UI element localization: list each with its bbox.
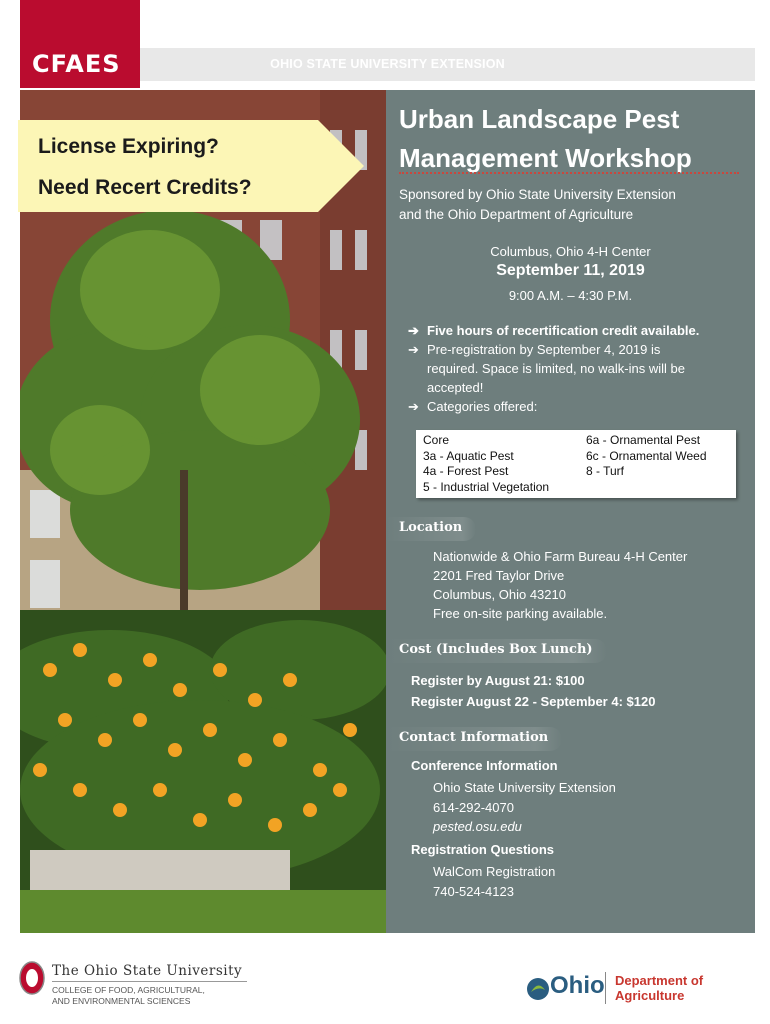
osu-divider <box>52 981 247 982</box>
cfaes-logo <box>20 0 140 88</box>
conference-org: Ohio State University Extension <box>433 780 616 795</box>
arrow-icon: ➔ <box>408 323 419 338</box>
event-venue: Columbus, Ohio 4-H Center <box>490 244 651 259</box>
categories-box <box>416 430 736 498</box>
title-divider <box>399 172 739 174</box>
categories-right-column <box>586 433 707 480</box>
sponsor-line2: and the Ohio Department of Agriculture <box>399 207 634 222</box>
registration-org: WalCom Registration <box>433 864 556 879</box>
extension-header-text: OHIO STATE UNIVERSITY EXTENSION <box>270 57 505 71</box>
registration-questions-heading: Registration Questions <box>411 842 555 857</box>
ohio-wordmark: Ohio <box>550 972 605 999</box>
category-item: Core <box>423 433 450 447</box>
arrow-icon: ➔ <box>408 399 419 414</box>
event-title-line2: Management Workshop <box>399 143 692 173</box>
event-title <box>399 100 692 178</box>
location-line: Columbus, Ohio 43210 <box>433 587 566 602</box>
category-item: 4a - Forest Pest <box>423 464 509 478</box>
conference-info-heading: Conference Information <box>411 758 558 773</box>
categories-left-column <box>423 433 549 495</box>
ohio-o-icon <box>525 976 551 1002</box>
event-time: 9:00 A.M. – 4:30 P.M. <box>508 288 633 303</box>
location-details <box>433 547 687 623</box>
arrow-icon: ➔ <box>408 342 419 357</box>
bullet-credits-text: Five hours of recertification credit available. <box>427 323 700 338</box>
conference-website-link[interactable]: pested.osu.edu <box>433 819 522 834</box>
conference-phone: 614-292-4070 <box>433 799 514 815</box>
block-o-icon <box>18 960 46 996</box>
cost-heading: Cost (Includes Box Lunch) <box>386 639 607 663</box>
location-heading: Location <box>386 517 476 541</box>
category-item: 8 - Turf <box>586 464 625 478</box>
registration-questions-details <box>433 862 555 901</box>
osu-college-line1: COLLEGE OF FOOD, AGRICULTURAL, <box>52 985 205 995</box>
category-item: 6a - Ornamental Pest <box>586 433 701 447</box>
category-item: 6c - Ornamental Weed <box>586 448 707 463</box>
department-line2: Agriculture <box>615 988 685 1003</box>
cost-early-registration: Register by August 21: $100 <box>411 673 585 688</box>
bullet-prereg-line3: accepted! <box>427 380 484 395</box>
cost-details <box>411 670 655 712</box>
location-line: 2201 Fred Taylor Drive <box>433 568 565 583</box>
bullet-credits <box>408 321 748 340</box>
building-garden-photo <box>20 90 386 933</box>
bullet-prereg-line1: Pre-registration by September 4, 2019 is <box>427 342 661 357</box>
event-date: September 11, 2019 <box>496 262 645 279</box>
osu-cfaes-logo <box>18 960 258 1010</box>
location-line: Nationwide & Ohio Farm Bureau 4-H Center <box>433 549 688 564</box>
bullet-preregistration <box>408 340 748 397</box>
details-bullets <box>408 321 748 416</box>
sponsor-text <box>399 185 676 225</box>
osu-college-line2: AND ENVIRONMENTAL SCIENCES <box>52 996 191 1006</box>
registration-phone: 740-524-4123 <box>433 883 514 899</box>
bullet-categories-text: Categories offered: <box>427 399 538 414</box>
bullet-prereg-line2: required. Space is limited, no walk-ins will be <box>427 361 685 376</box>
ohio-divider <box>605 972 606 1004</box>
photo-illustration <box>20 90 386 933</box>
contact-heading: Contact Information <box>386 727 562 751</box>
cost-late-registration: Register August 22 - September 4: $120 <box>411 694 656 709</box>
category-item: 5 - Industrial Vegetation <box>423 479 550 494</box>
location-line: Free on-site parking available. <box>433 606 608 621</box>
banner-license-expiring: License Expiring? <box>38 135 219 158</box>
recert-banner <box>18 120 318 212</box>
conference-info-details <box>433 778 616 837</box>
event-title-line1: Urban Landscape Pest <box>399 104 680 134</box>
ohio-agriculture-logo <box>525 970 735 1010</box>
cfaes-logo-text: CFAES <box>32 50 121 78</box>
event-info-panel <box>386 90 755 933</box>
department-line1: Department of <box>615 973 704 988</box>
sponsor-line1: Sponsored by Ohio State University Extension <box>399 187 676 202</box>
bullet-categories <box>408 397 748 416</box>
banner-arrow-tip <box>318 120 364 212</box>
osu-name: The Ohio State University <box>52 963 243 979</box>
category-item: 3a - Aquatic Pest <box>423 448 514 463</box>
banner-recert-credits: Need Recert Credits? <box>38 176 252 199</box>
